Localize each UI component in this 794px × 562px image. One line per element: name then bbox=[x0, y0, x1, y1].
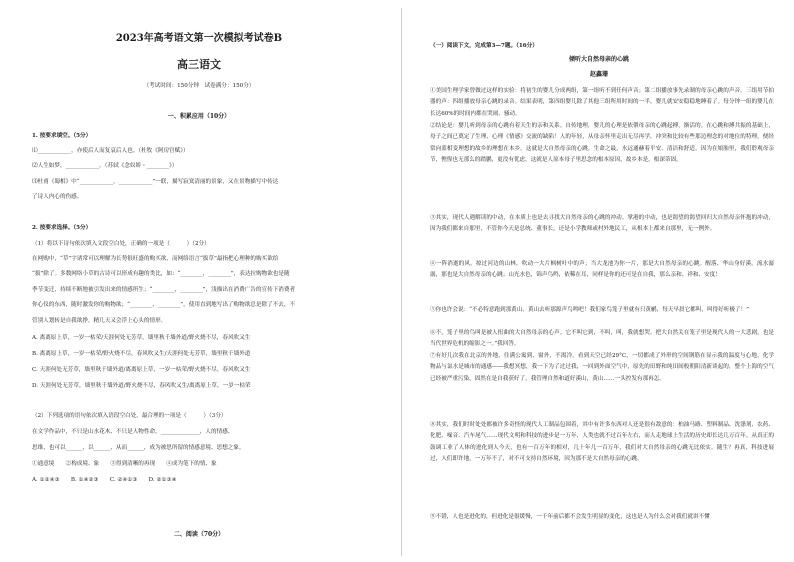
question-2-text-2: 思维，也可以______，以______，从而______，成为被思所留的情感意境、思想之象。 bbox=[32, 445, 245, 451]
question-2-options-choices: A. ①②④③ B. ①④②③ C. ②④①③ D. ②①③④ bbox=[32, 477, 177, 483]
question-2-heading: 2. 按要求选择。（5分） bbox=[32, 225, 92, 231]
question-2-passage-2: “拔”除了。多数网络小草的古诗可以形成有趣的类比，如：“________，________”，表达拉购物欲也是随 bbox=[32, 271, 290, 277]
option-a: A. 离离原上草，一岁一枯荣/天涯何处无芳草，墙里秋千墙外道/野火烧不尽，春风吹又生 bbox=[32, 335, 251, 341]
article-paragraph-1: ①美国生理学家曾做过这样的实验：将初生的婴儿分成两组，第一组听不到任何声音；第二组播放事先录制的母亲心跳的声音。三组用节拍器的声：四组播放母亲心跳的录音。结果表明，第四组婴儿除了其他三组所用时间的一半，婴儿就安安稳稳地睡着了。每分钟一组的婴儿在长达60%的时间内都在哭闹、骚动。 bbox=[430, 88, 774, 117]
option-d: D. 天涯何处无芳草，墙里秋千墙外道/野火烧不尽，春风吹又生/离离原上草，一岁一枯荣 bbox=[32, 383, 251, 389]
option-c: C. 天涯何处无芳草，墙里秋千墙外道/离离原上草，一岁一枯荣/野火烧不尽，春风吹又生 bbox=[32, 367, 251, 373]
question-2-passage-4: 你心仪的东西，随时激发你的购物欲；“________，________”，使用直到地写出了购物欲总是除了不去，不 bbox=[32, 302, 296, 308]
question-1-heading: 1. 按要求填空。（5分） bbox=[32, 133, 92, 139]
article-paragraph-5: ⑤你也许会说：“不必特意跑到那黄山、黄山去听那源声鸟鸣吧！我们家鸟笼子里就有只黄鹂，每天早晨它都叫，叫得好听极了！” bbox=[430, 307, 749, 313]
question-2-sub-2: （2）下列选项的语句依次填入语段空白处，最合理的一项是（ ）（3分） bbox=[32, 413, 227, 419]
article-author: 赵鑫珊 bbox=[589, 71, 608, 78]
reading-heading: （一）阅读下文，完成第3—7题。（16分） bbox=[430, 43, 538, 49]
article-paragraph-4: ④一阵消逝的风，掠过河边的山林，吹动一大片枫树叶中的声；当大龙池为你一片，那是大自然母亲的心跳。醒落、华山身好溪，流水潺潺，那也是大自然母亲的心跳；山光水色，锦声鸟鸣，依稀在耳，同样是你的还可是在自我，那么亲和、祥和、安度！ bbox=[430, 261, 774, 279]
section-heading-1: 一、积累应用（10分） bbox=[167, 113, 231, 120]
question-1-line-2: ⑵人生如梦，____________。（苏轼《念奴娇・________》） bbox=[32, 163, 178, 169]
article-paragraph-9: ⑨不错，人也是进化的，但进化是很缓慢，一千年前后都不会发生明显的变化，这也是人为什么会对我们就讲不懂 bbox=[430, 514, 710, 520]
option-b: B. 离离原上草，一岁一枯荣/野火烧不尽，春风吹又生/天涯何处无芳草，墙里秋千墙外道 bbox=[32, 351, 251, 357]
question-1-line-1: ⑴____________，亦使后人而复哀后人也。（杜牧《阿房宫赋》） bbox=[32, 148, 189, 154]
question-2-passage-3: 季节变迁，持续不断地被引发出来的情感所生；“________，________”，浅描出在消费广告的宣传下消费者 bbox=[32, 287, 296, 293]
article-paragraph-6: ⑥不，笼子里的鸟叫是被人扭曲的大自然母亲的心声。它不叫它到，不叫，叫，我就想哭。把大自然关在笼子里是现代人的一大悲剧，也是当代世界危机的缩影之一。”我回答。 bbox=[430, 330, 774, 348]
article-paragraph-7: ⑦有好几次我在北京的外地，住满公寓到，窗外，不渴冷，看到天空已经29°C，一切都成了外形的空间钢筋在显示我的温度与心地。化学物品与氯水是城市的通感——我想冥想，我一下为了过过我，一回到外面空气中，原先的田野和纯田间般朝阳清新谈起的，整个上海的空气已经被严重污染，固然在是自我获好了，我管理自然和道好溪山，黄山……一头控发有那再怎。 bbox=[430, 353, 774, 382]
exam-subtitle: 高三语文 bbox=[177, 58, 221, 71]
article-paragraph-3: ③其实，现代人遇解读的中动，在本质上也是去寻找大自然母亲的心跳的冲动。掌港的中动，也是渴望的渴望回归大自然母亲怀抱的冲动，因为我们都来自那里，不管你今天是总统、董事长，还是小学教师或村外地民工，从根本上都来自那里，无一例外。 bbox=[430, 215, 774, 233]
question-1-line-4: 了诗人内心的伤感。 bbox=[32, 194, 83, 200]
question-1-line-3: ⑶杜甫《蜀相》中“____________，____________”一联，描写寂寞清丽的景象，又在景物描写中传达 bbox=[32, 179, 279, 185]
question-2-options-items: ①通意境 ②构成境、象 ③得到清晰的再现 ④成为笔下的情、象 bbox=[32, 461, 217, 467]
question-2-text-1: 在文学作品中，不只是山水花木、不只是人物性命，______________，人的情感、 bbox=[32, 429, 234, 435]
section-heading-2: 二、阅读（70分） bbox=[173, 531, 225, 538]
exam-info: （考试时间：150分钟 试卷满分：150分） bbox=[143, 83, 255, 89]
article-title: 倾听大自然母亲的心跳 bbox=[568, 56, 629, 63]
article-paragraph-8: ⑧其实，我们时时处处都被许多奇怪的现代人工制品包围着，其中有许多东西对人还是很有敌意的：柏油马路、塑料制品、洗涤剂、农药、化肥、噪音、汽车尾气……现代文明和科技的进步是一万年，人类也就不过百年左右，而人走地球上生活的历史却长达几万百年。从真正的鼓调工业了人体的进化到人今天，也有一百万年的相对，几十年几一百万年，我们对大自然母亲的心跳无比依实。随生？再真，科技进展过，人们即许地，一万年不了，对不可支持自然环境，因为那不是大自然母亲的心跳。 bbox=[430, 422, 774, 463]
exam-title: 2023年高考语文第一次模拟考试卷B bbox=[115, 33, 283, 44]
column-divider bbox=[401, 8, 402, 556]
question-2-sub-1: （1）将以下诗句依次填入文段空白处，正确的一项是（ ）（2分） bbox=[32, 241, 210, 247]
question-2-passage-5: 管别人划转是自我欲挣，精几天又会浮上心头的情形。 bbox=[32, 318, 167, 324]
question-2-passage-1: 在网购中，“草”字诸常可以理解为长势很旺盛的购买欲，而网络语言“拔草”最指把心理种的购买欲给 bbox=[32, 256, 279, 262]
article-paragraph-2: ②结论是：婴儿听到母亲的心跳有着天生的亲和关系。自传地理，婴儿的心理是依偎母亲的心跳起搏，渐活的。在心跳和搏共振的基础上，母子之间已奠定了生理、心理《情感》交流的缺陷！人的年轻，从母亲怀里走出无尽再学，冲突和比较有些那边理念的对地位的特理，便经常向蓝相变理想的故乡的理想在本乡。这就是大自然母亲的心跳。生命之最，水远通赫着平安、清洁和舒适。因为在娘胎里，我们聆观母亲节，憔惺也无那么的踏鹏，更没有优虑。这就是人原本母子里思念的根本原因，故乡本是，根深蒂固。 bbox=[430, 123, 774, 164]
